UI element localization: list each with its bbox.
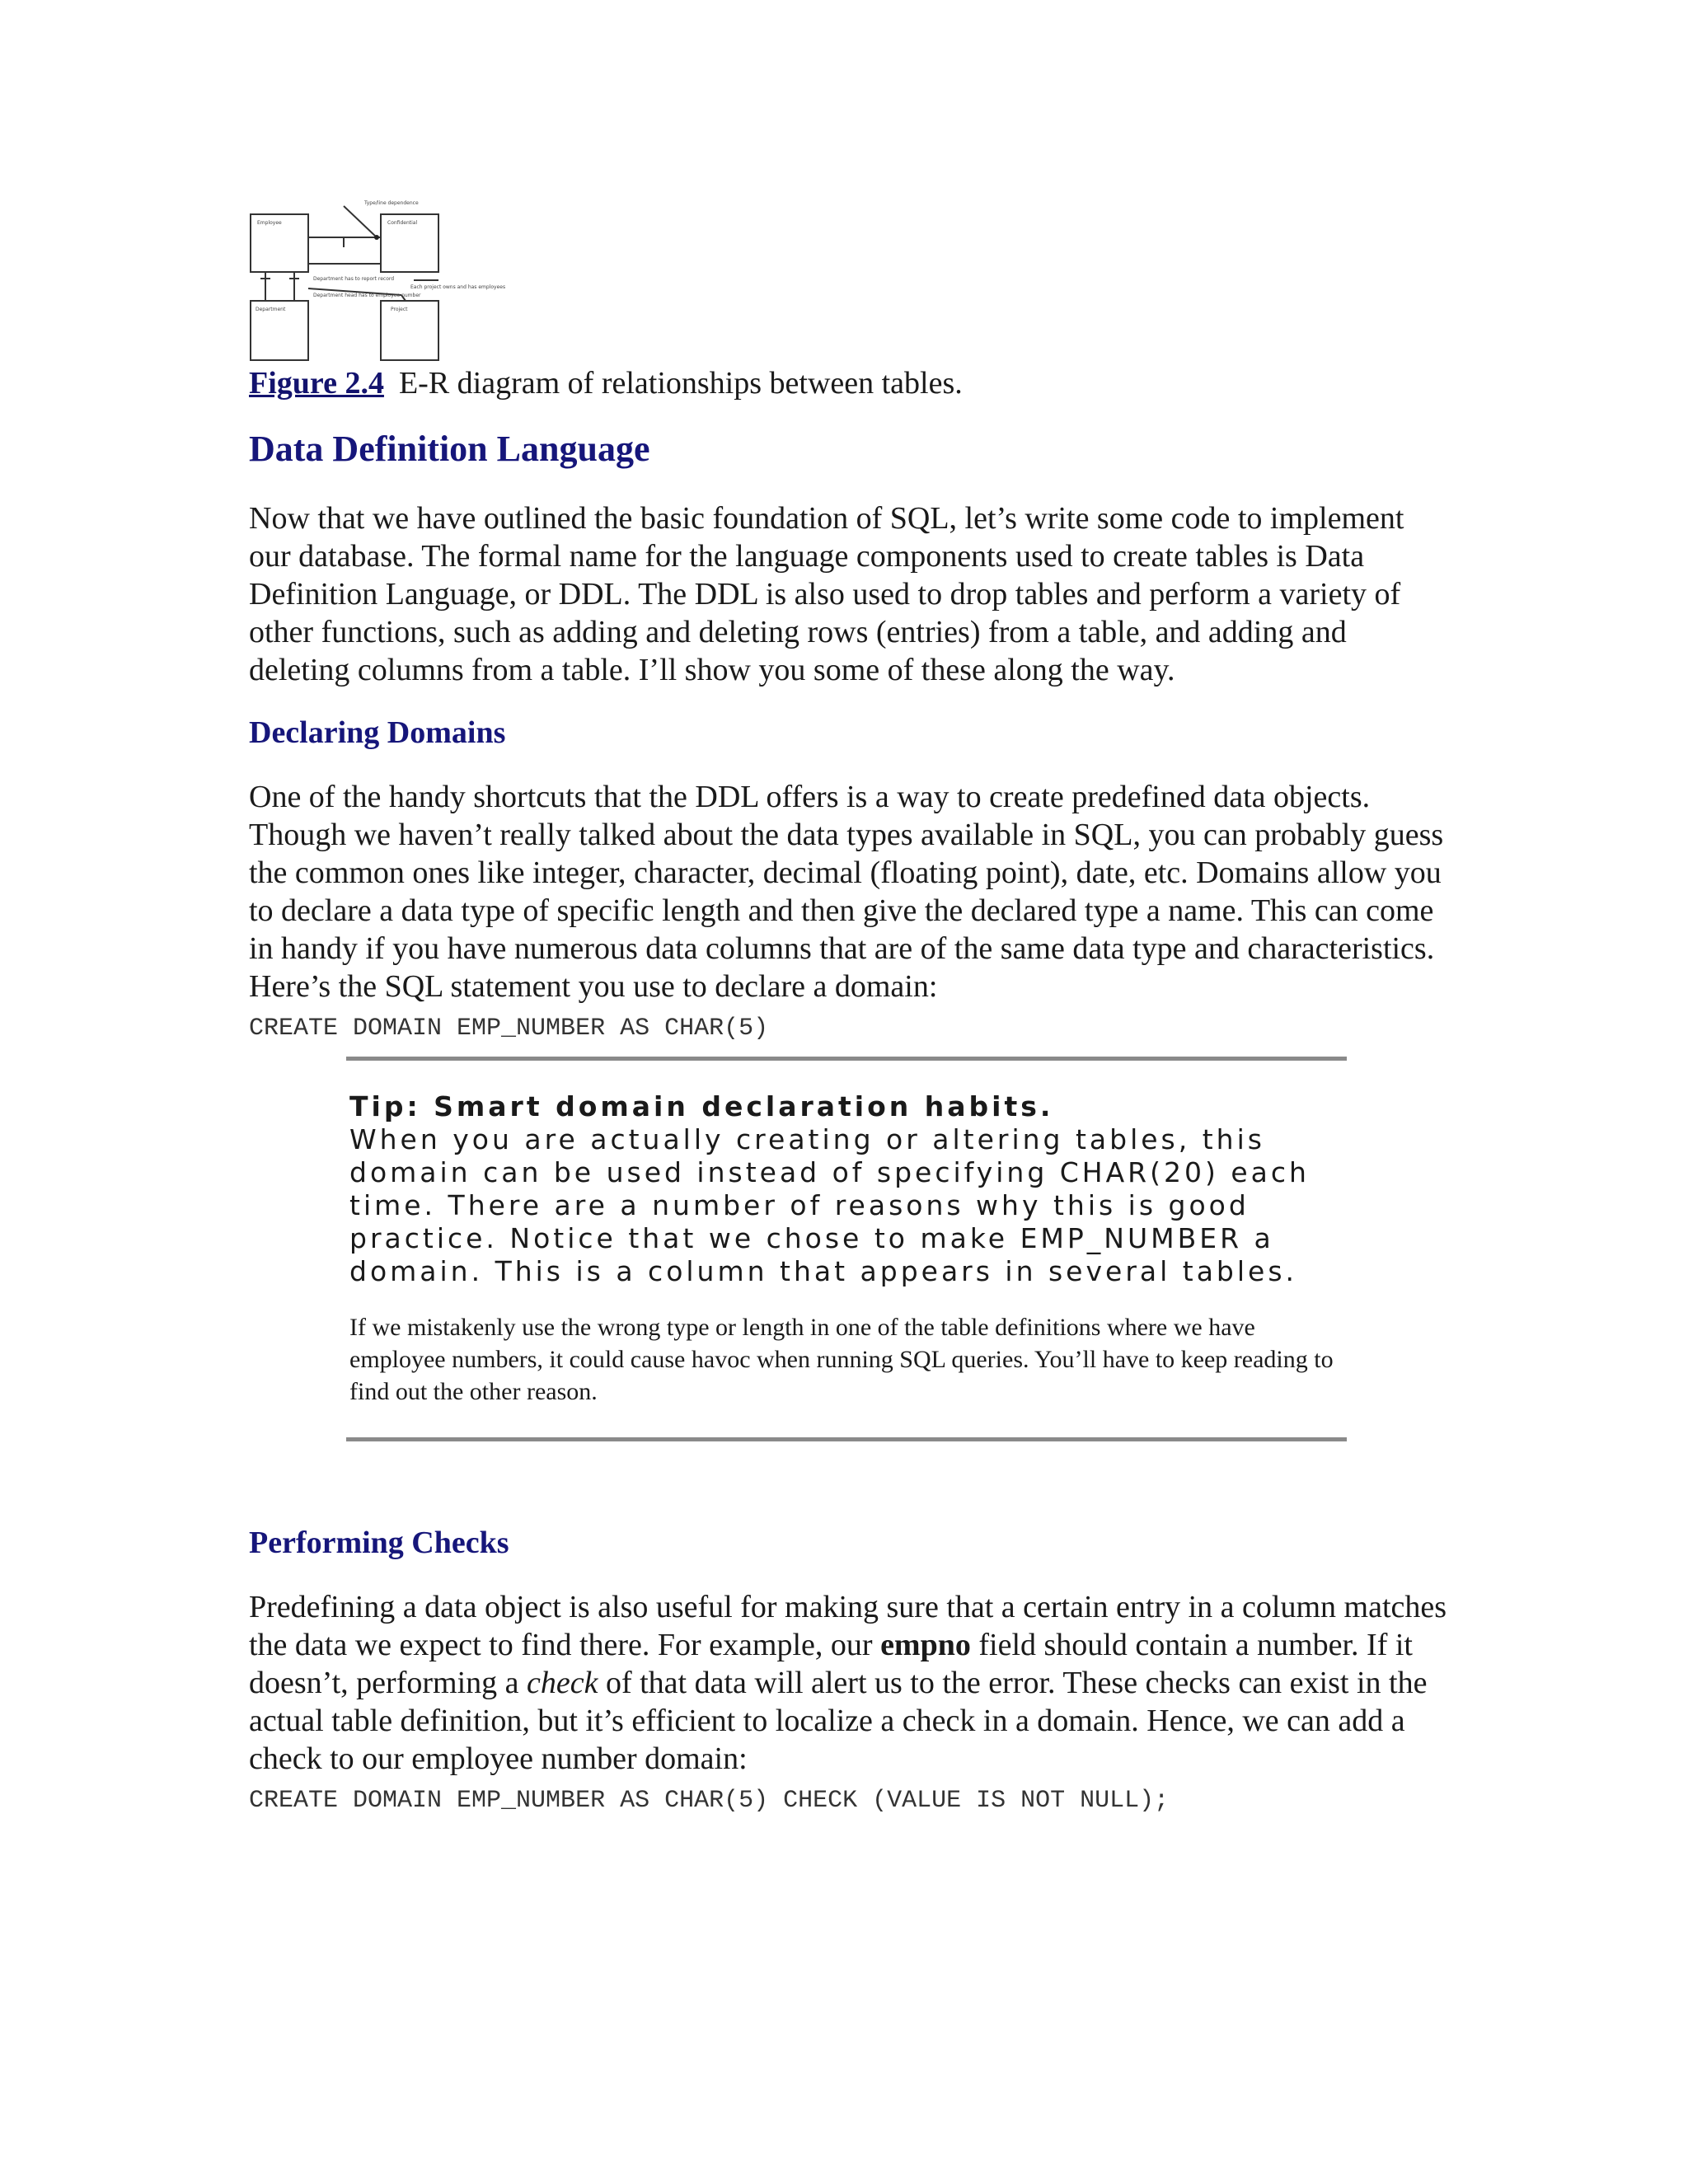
tip-box xyxy=(346,1057,1347,1441)
svg-text:Department head has to employe: Department head has to employee number xyxy=(313,293,421,298)
svg-text:Department: Department xyxy=(256,307,286,312)
checks-text-2: field should contain a number. If it doesn’t, performing a xyxy=(249,1628,1413,1700)
checks-paragraph xyxy=(249,1588,1452,1778)
svg-text:Department has to report recor: Department has to report record xyxy=(313,276,395,282)
code-create-domain: CREATE DOMAIN EMP_NUMBER AS CHAR(5) xyxy=(249,1015,769,1043)
figure-link[interactable]: Figure 2.4 xyxy=(249,366,384,401)
svg-text:Project: Project xyxy=(391,307,408,312)
tip-note: If we mistakenly use the wrong type or length in one of the table definitions where we have employee numbers, it could cause havoc when running SQL queries. You’ll have to keep reading to find out the other reason. xyxy=(349,1314,1334,1405)
tip-text: When you are actually creating or altering tables, this domain can be used instead of specifying CHAR(20) each time. There are a number of reasons why this is good practice. Notice that we chose to make EMP_NUMBER a domain. This is a column that appears in several tables. xyxy=(349,1123,1310,1287)
tip-title: Tip: Smart domain declaration habits. xyxy=(349,1090,1054,1122)
check-term: check xyxy=(527,1666,598,1700)
checks-text-1: Predefining a data object is also useful for making sure that a certain entry in a column matches the data we expect to find there. For example, our xyxy=(249,1590,1447,1662)
domains-paragraph: One of the handy shortcuts that the DDL offers is a way to create predefined data objects. Though we haven’t really talked about the data types available in SQL, you can probably guess the common ones like integer, character, decimal (floating point), date, etc. Domains allow you to declare a data type of specific length and then give the declared type a name. This can come in handy if you have numerous data columns that are of the same data type and characteristics. Here’s the SQL statement you use to declare a domain: xyxy=(249,780,1444,1004)
checks-text-3: of that data will alert us to the error. These checks can exist in the actual table definition, but it’s efficient to localize a check in a domain. Hence, we can add a check to our employee number domain: xyxy=(249,1666,1428,1776)
figure-caption xyxy=(249,364,1452,402)
svg-text:Employee: Employee xyxy=(257,220,282,226)
section-heading-checks: Performing Checks xyxy=(249,1526,509,1560)
section-heading-ddl: Data Definition Language xyxy=(249,429,650,469)
svg-text:Confidential: Confidential xyxy=(387,220,418,226)
er-diagram xyxy=(249,198,506,363)
section-heading-domains: Declaring Domains xyxy=(249,715,506,750)
figure-caption-text: E-R diagram of relationships between tables. xyxy=(398,366,963,401)
project-box xyxy=(381,301,438,360)
section-gap xyxy=(249,1441,1452,1524)
svg-text:Type/line dependence: Type/line dependence xyxy=(364,200,419,206)
code-create-domain-check: CREATE DOMAIN EMP_NUMBER AS CHAR(5) CHECK (VALUE IS NOT NULL); xyxy=(249,1787,1170,1815)
ddl-paragraph: Now that we have outlined the basic foundation of SQL, let’s write some code to implement our database. The formal name for the language components used to create tables is Data Definition Language, or DDL. The DDL is also used to drop tables and perform a variety of other functions, such as adding and deleting rows (entries) from a table, and adding and deleting columns from a table. I’ll show you some of these along the way. xyxy=(249,501,1404,687)
svg-text:Each project owns and has empl: Each project owns and has employees xyxy=(410,284,506,290)
document-page xyxy=(249,198,1452,1817)
empno-term: empno xyxy=(880,1628,971,1662)
